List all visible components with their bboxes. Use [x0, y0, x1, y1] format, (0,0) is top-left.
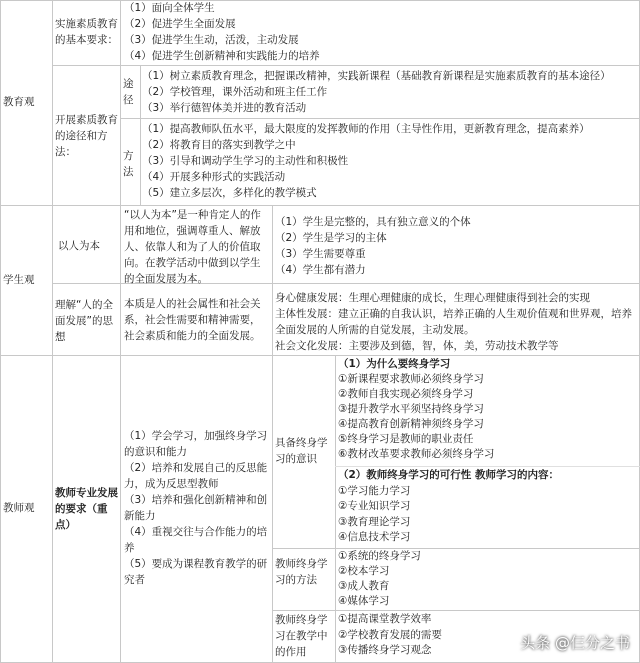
list-item: 社会文化发展：主要涉及到德，智，体，美，劳动技术教学等	[275, 340, 559, 352]
list-item: ②校本学习	[338, 565, 390, 577]
list-item: （1）树立素质教育理念，把握课改精神，实践新课程（基础教育新课程是实施素质教育的基本途径）	[142, 70, 611, 82]
list-item: （3）培养和强化创新精神和创新能力	[124, 494, 268, 522]
list-heading: （2）教师终身学习的可行性 教师学习的内容：	[338, 469, 559, 481]
section-label-student: 学生观	[3, 274, 35, 286]
list-item: （2）学生是学习的主体	[275, 232, 387, 244]
column-divider	[272, 356, 273, 663]
list-item: ②教师自我实现必须终身学习	[338, 388, 474, 400]
section-label-education: 教育观	[3, 96, 35, 108]
all-round-description: 本质是人的社会属性和社会关系，社会性需要和精神需要，社会素质和能力的全面发展。	[124, 298, 261, 342]
list-item: （2）将教育目的落实到教学之中	[142, 139, 296, 151]
list-item: （4）促进学生创新精神和实践能力的培养	[124, 50, 320, 62]
fangfa-label: 方法	[123, 150, 134, 178]
list-item: （1）提高教师队伍水平，最大限度的发挥教师的作用（主导性作用，更新教育理念，提高素养）	[142, 123, 590, 135]
column-divider	[52, 0, 53, 663]
approach-label: 开展素质教育的途径和方法：	[55, 114, 118, 158]
all-round-list	[275, 290, 637, 354]
list-item: ③成人教育	[338, 580, 390, 592]
tujing-list	[142, 68, 638, 116]
list-item: ①新课程要求教师必须终身学习	[338, 373, 484, 385]
section-label-teacher: 教师观	[3, 502, 35, 514]
list-item: ③提升教学水平须坚持终身学习	[338, 403, 484, 415]
list-item: （3）促进学生生动，活泼，主动发展	[124, 34, 299, 46]
column-divider	[272, 206, 273, 355]
section-divider	[0, 355, 640, 356]
list-item: ④媒体学习	[338, 595, 390, 607]
list-item: （1）学会学习，加强终身学习的意识和能力	[124, 430, 268, 458]
list-item: 身心健康发展：生理心理健康的成长，生理心理健康得到社会的实现	[275, 292, 590, 304]
list-item: ④提高教育创新精神须终身学习	[338, 418, 484, 430]
list-item: ①学习能力学习	[338, 484, 411, 497]
list-item: （3）举行德智体美并进的教育活动	[142, 102, 307, 114]
list-item: ②学校教育发展的需要	[338, 628, 442, 641]
list-item: （5）建立多层次，多样化的教学模式	[142, 187, 317, 199]
basic-requirement-list	[124, 0, 636, 64]
list-item: ⑥教材改革要求教师必须终身学习	[338, 448, 495, 460]
subrow-divider	[335, 466, 640, 467]
list-item: （3）学生需要尊重	[275, 248, 366, 260]
section-divider	[0, 205, 640, 206]
basic-requirement-label: 实施素质教育的基本要求：	[55, 18, 118, 46]
lifelong-methods-list	[338, 549, 638, 609]
fangfa-list	[142, 121, 638, 201]
row-divider	[272, 610, 640, 611]
lifelong-awareness-label: 具备终身学习的意识	[275, 437, 328, 465]
lifelong-methods-label: 教师终身学习的方法	[275, 558, 328, 586]
list-item: （4）重视交往与合作能力的培养	[124, 526, 268, 554]
list-heading: （1）为什么要终身学习	[338, 358, 451, 370]
column-divider	[335, 356, 336, 663]
list-item: （2）促进学生全面发展	[124, 18, 236, 30]
list-item: （3）引导和调动学生学习的主动性和积极性	[142, 155, 349, 167]
list-item: （5）要成为课程教育教学的研究者	[124, 558, 268, 586]
people-first-description: “以人为本”是一种肯定人的作用和地位，强调尊重人、解放人、依靠人和为了人的价值取向。在教学活动中做到以学生的全面发展为本。	[124, 209, 261, 285]
people-first-list	[275, 214, 637, 278]
people-first-label: 以人为本	[58, 240, 100, 252]
list-item: ⑤终身学习是教师的职业责任	[338, 433, 474, 445]
list-item: （4）开展多种形式的实践活动	[142, 171, 286, 183]
teacher-requirement-list	[124, 428, 270, 588]
list-item: （2）学校管理，课外活动和班主任工作	[142, 86, 328, 98]
list-item: ④信息技术学习	[338, 531, 411, 543]
tujing-label: 途径	[123, 78, 134, 106]
list-item: （1）面向全体学生	[124, 2, 215, 14]
lifelong-reasons-list	[338, 357, 638, 462]
list-item: （2）培养和发展自己的反思能力，成为反思型教师	[124, 462, 268, 490]
list-item: ①提高课堂教学效率	[338, 613, 432, 625]
watermark: 头条 @仨分之书	[520, 634, 630, 652]
list-item: （1）学生是完整的，具有独立意义的个体	[275, 216, 471, 228]
row-divider	[120, 118, 640, 119]
list-item: ②专业知识学习	[338, 500, 411, 512]
list-item: ③教育理论学习	[338, 515, 411, 528]
column-divider	[140, 66, 141, 205]
list-item: （4）学生都有潜力	[275, 264, 366, 276]
all-round-label: 理解“人的全面发展”的思想	[55, 299, 113, 343]
lifelong-content-list	[338, 468, 638, 546]
list-item: ③传播终身学习观念	[338, 644, 432, 656]
lifelong-role-label: 教师终身学习在教学中的作用	[275, 614, 328, 658]
list-item: ①系统的终身学习	[338, 550, 421, 562]
table-border-left	[0, 0, 1, 663]
teacher-requirement-label: 教师专业发展的要求（重点）	[55, 487, 118, 531]
list-item: 主体性发展：建立正确的自我认识，培养正确的人生观价值观和世界观，培养全面发展的人所需的自觉发展，主动发展。	[275, 308, 632, 336]
